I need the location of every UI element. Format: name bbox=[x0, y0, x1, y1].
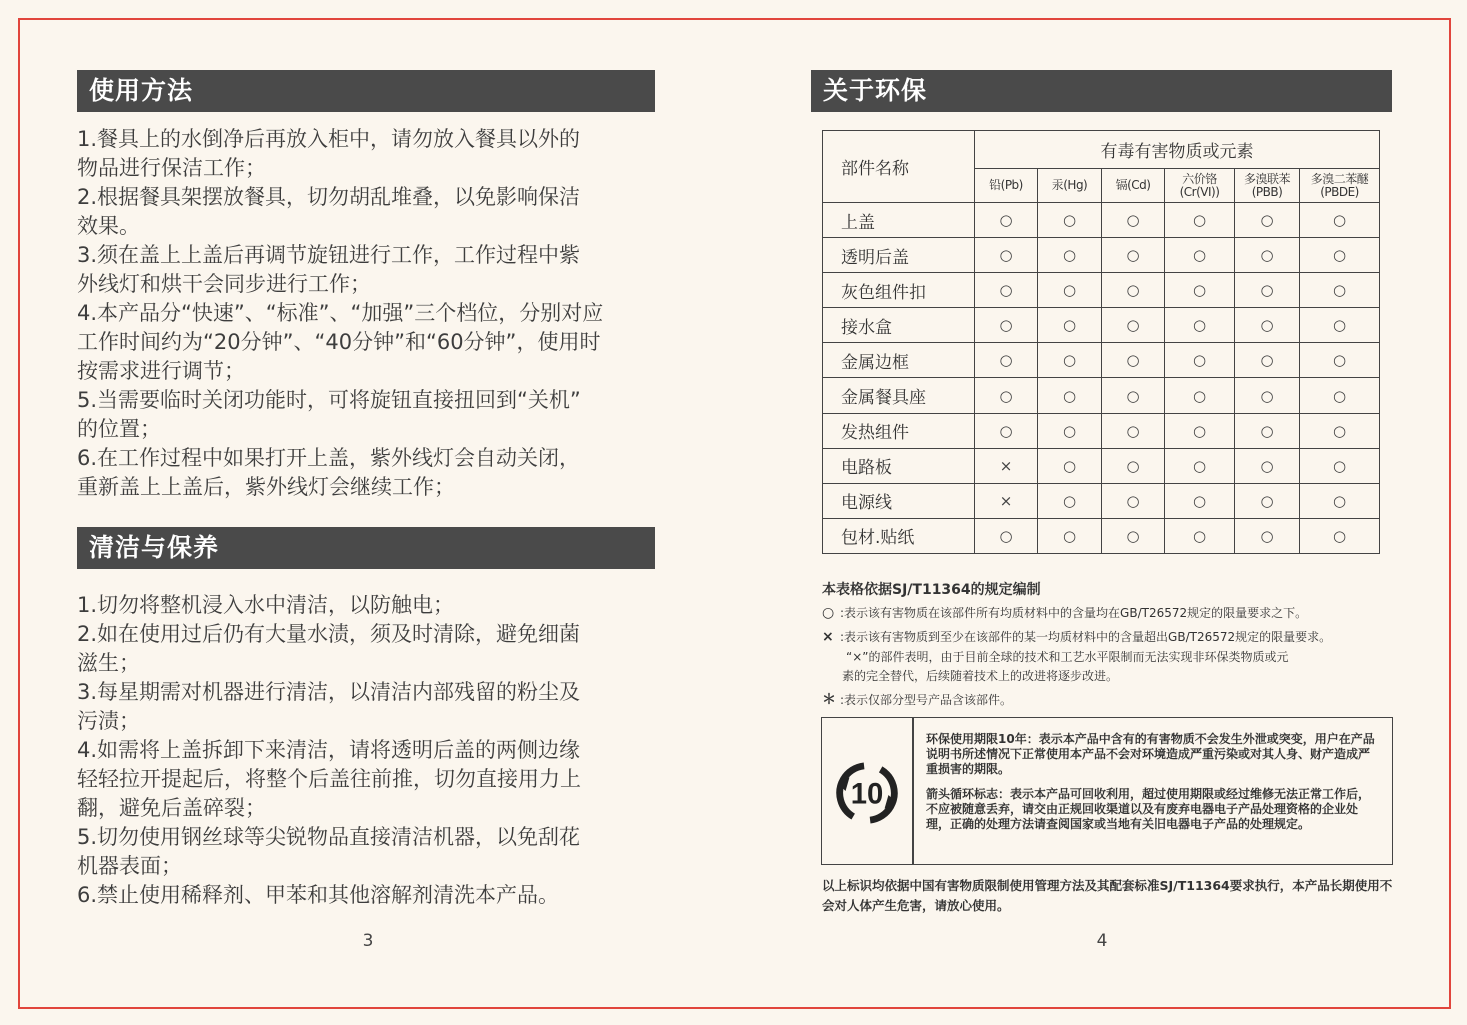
substance-status-cell: ○ bbox=[1038, 343, 1102, 378]
substance-status-cell: ○ bbox=[975, 378, 1038, 413]
table-row bbox=[823, 448, 1380, 483]
substance-status-cell: ○ bbox=[1165, 413, 1235, 448]
text-line: 4.本产品分“快速”、“标准”、“加强”三个档位，分别对应 bbox=[77, 301, 604, 325]
text-line: 5.当需要临时关闭功能时，可将旋钮直接扭回到“关机” bbox=[77, 388, 581, 412]
cross-detail-2: 素的完全替代，后续随着技术上的改进将逐步改进。 bbox=[842, 669, 1119, 683]
eco-period-number: 10 bbox=[850, 778, 884, 811]
page-number-right: 4 bbox=[1096, 931, 1108, 951]
substance-status-cell: ○ bbox=[1235, 413, 1300, 448]
substance-status-cell: ○ bbox=[1300, 448, 1380, 483]
substance-status-cell: ○ bbox=[1102, 203, 1165, 238]
substance-status-cell: ○ bbox=[1102, 343, 1165, 378]
substance-status-cell: ○ bbox=[1300, 203, 1380, 238]
substance-status-cell: ○ bbox=[1165, 483, 1235, 518]
cross-legend bbox=[822, 628, 1394, 646]
part-name-cell: 金属餐具座 bbox=[823, 378, 975, 413]
cross-detail-1: “×”的部件表明，由于目前全球的技术和工艺水平限制而无法实现非环保类物质或元 bbox=[846, 650, 1289, 664]
text-line: 1.切勿将整机浸入水中清洁，以防触电； bbox=[77, 593, 455, 617]
text-line: 的位置； bbox=[77, 417, 161, 441]
substance-name: 多溴联苯 bbox=[1243, 171, 1290, 186]
substance-name: 汞(Hg) bbox=[1051, 178, 1088, 192]
substance-status-cell: ○ bbox=[1300, 308, 1380, 343]
text-line: 6.在工作过程中如果打开上盖，紫外线灯会自动关闭， bbox=[77, 446, 581, 470]
substance-status-cell: ○ bbox=[1165, 273, 1235, 308]
table-row bbox=[823, 483, 1380, 518]
eco-period-10-icon bbox=[828, 754, 906, 832]
substance-status-cell: ○ bbox=[1102, 448, 1165, 483]
substance-status-cell: × bbox=[975, 448, 1038, 483]
substance-status-cell: ○ bbox=[1102, 413, 1165, 448]
cleaning-section-header bbox=[77, 527, 655, 569]
substance-status-cell: ○ bbox=[1038, 378, 1102, 413]
substance-name: 多溴二苯醚 bbox=[1310, 171, 1369, 186]
substance-status-cell: ○ bbox=[975, 518, 1038, 553]
text-line: 2.根据餐具架摆放餐具，切勿胡乱堆叠，以免影响保洁 bbox=[77, 185, 581, 209]
substance-status-cell: ○ bbox=[1165, 308, 1235, 343]
circle-symbol: ○ bbox=[822, 605, 835, 621]
eco-period-description: 环保使用期限10年：表示本产品中含有的有害物质不会发生外泄或突变，用户在产品说明书所述情况下正常使用本产品不会对环境造成严重污染或对其人身、财产造成严重损害的期限。 bbox=[926, 732, 1375, 776]
substance-status-cell: ○ bbox=[975, 238, 1038, 273]
table-row bbox=[823, 413, 1380, 448]
substance-group-header: 有毒有害物质或元素 bbox=[975, 131, 1380, 169]
substance-status-cell: ○ bbox=[1165, 238, 1235, 273]
substance-status-cell: ○ bbox=[1038, 518, 1102, 553]
text-line: 外线灯和烘干会同步进行工作； bbox=[77, 272, 371, 296]
part-name-cell: 包材.贴纸 bbox=[823, 518, 975, 553]
table-basis-note: 本表格依据SJ/T11364的规定编制 bbox=[822, 582, 1041, 598]
part-name-cell: 电源线 bbox=[823, 483, 975, 518]
part-name-cell: 电路板 bbox=[823, 448, 975, 483]
substance-status-cell: ○ bbox=[1300, 238, 1380, 273]
part-name-cell: 上盖 bbox=[823, 203, 975, 238]
text-line: 工作时间约为“20分钟”、“40分钟”和“60分钟”，使用时 bbox=[77, 330, 601, 354]
substance-status-cell: ○ bbox=[1165, 378, 1235, 413]
substance-status-cell: ○ bbox=[1235, 483, 1300, 518]
part-name-cell: 灰色组件扣 bbox=[823, 273, 975, 308]
table-row bbox=[823, 238, 1380, 273]
cross-symbol: × bbox=[822, 629, 834, 645]
substance-status-cell: ○ bbox=[1102, 378, 1165, 413]
substance-name: 镉(Cd) bbox=[1115, 178, 1151, 192]
substance-header bbox=[1165, 169, 1235, 203]
usage-section-header bbox=[77, 70, 655, 112]
substance-status-cell: ○ bbox=[1235, 518, 1300, 553]
substance-status-cell: ○ bbox=[1102, 308, 1165, 343]
table-row bbox=[823, 273, 1380, 308]
substance-header bbox=[975, 169, 1038, 203]
recycle-description: 箭头循环标志：表示本产品可回收利用，超过使用期限或经过维修无法正常工作后，不应被随意丢弃，请交由正规回收渠道以及有废弃电器电子产品处理资格的企业处理，正确的处理方法请查阅国家或当地有关旧电器电子产品的处理规定。 bbox=[926, 787, 1371, 831]
part-name-cell: 透明后盖 bbox=[823, 238, 975, 273]
substance-status-cell: ○ bbox=[1300, 518, 1380, 553]
text-line: 5.切勿使用钢丝球等尖锐物品直接清洁机器，以免刮花 bbox=[77, 825, 581, 849]
substance-name: 六价铬 bbox=[1182, 171, 1217, 186]
substance-symbol: (Cr(VI)) bbox=[1179, 184, 1220, 199]
eco-box-divider bbox=[912, 718, 914, 864]
env-section-title: 关于环保 bbox=[823, 76, 928, 105]
table-row bbox=[823, 343, 1380, 378]
text-line: 3.每星期需对机器进行清洁，以清洁内部残留的粉尘及 bbox=[77, 680, 581, 704]
substance-status-cell: ○ bbox=[1235, 308, 1300, 343]
table-row bbox=[823, 378, 1380, 413]
usage-instructions bbox=[77, 125, 662, 502]
env-section-header bbox=[811, 70, 1392, 112]
table-row bbox=[823, 518, 1380, 553]
star-symbol: ＊ bbox=[822, 692, 836, 708]
substance-status-cell: ○ bbox=[1102, 483, 1165, 518]
substance-status-cell: ○ bbox=[975, 273, 1038, 308]
substance-status-cell: ○ bbox=[975, 203, 1038, 238]
cleaning-section-title: 清洁与保养 bbox=[89, 533, 220, 562]
substance-status-cell: ○ bbox=[975, 343, 1038, 378]
usage-section-title: 使用方法 bbox=[89, 76, 194, 105]
substance-symbol: (PBDE) bbox=[1320, 184, 1359, 199]
circle-legend-text: :表示该有害物质在该部件所有均质材料中的含量均在GB/T26572规定的限量要求之下。 bbox=[840, 606, 1308, 620]
text-line: 物品进行保洁工作； bbox=[77, 156, 266, 180]
substance-status-cell: ○ bbox=[1235, 238, 1300, 273]
text-line: 效果。 bbox=[77, 214, 140, 238]
substance-status-cell: ○ bbox=[1300, 273, 1380, 308]
text-line: 轻轻拉开提起后，将整个后盖往前推，切勿直接用力上 bbox=[77, 767, 581, 791]
substance-status-cell: ○ bbox=[1300, 413, 1380, 448]
substance-status-cell: ○ bbox=[975, 413, 1038, 448]
text-line: 机器表面； bbox=[77, 854, 182, 878]
text-line: 翻，避免后盖碎裂； bbox=[77, 796, 266, 820]
text-line: 2.如在使用过后仍有大量水渍，须及时清除，避免细菌 bbox=[77, 622, 581, 646]
table-row bbox=[823, 203, 1380, 238]
text-line: 按需求进行调节； bbox=[77, 359, 245, 383]
substance-header bbox=[1300, 169, 1380, 203]
star-legend-text: :表示仅部分型号产品含该部件。 bbox=[840, 693, 1013, 707]
substance-status-cell: ○ bbox=[1038, 483, 1102, 518]
table-row bbox=[823, 308, 1380, 343]
substance-symbol: (PBB) bbox=[1251, 184, 1283, 199]
substance-status-cell: ○ bbox=[1038, 203, 1102, 238]
substance-status-cell: × bbox=[975, 483, 1038, 518]
substance-status-cell: ○ bbox=[1235, 273, 1300, 308]
substance-status-cell: ○ bbox=[1235, 203, 1300, 238]
text-line: 滋生； bbox=[77, 651, 140, 675]
substance-name: 铅(Pb) bbox=[989, 178, 1023, 192]
substance-status-cell: ○ bbox=[1038, 273, 1102, 308]
part-name-cell: 发热组件 bbox=[823, 413, 975, 448]
substance-status-cell: ○ bbox=[1300, 378, 1380, 413]
part-name-cell: 金属边框 bbox=[823, 343, 975, 378]
substance-status-cell: ○ bbox=[1038, 413, 1102, 448]
substance-status-cell: ○ bbox=[1165, 343, 1235, 378]
text-line: 重新盖上上盖后，紫外线灯会继续工作； bbox=[77, 475, 455, 499]
page-number-left: 3 bbox=[362, 931, 374, 951]
substance-status-cell: ○ bbox=[1038, 308, 1102, 343]
cross-legend-text: :表示该有害物质到至少在该部件的某一均质材料中的含量超出GB/T26572规定的限量要求。 bbox=[840, 630, 1332, 644]
substance-status-cell: ○ bbox=[1038, 238, 1102, 273]
substance-status-cell: ○ bbox=[1102, 238, 1165, 273]
cleaning-instructions bbox=[77, 591, 662, 910]
text-line: 3.须在盖上上盖后再调节旋钮进行工作，工作过程中紫 bbox=[77, 243, 581, 267]
substance-header bbox=[1235, 169, 1300, 203]
text-line: 4.如需将上盖拆卸下来清洁，请将透明后盖的两侧边缘 bbox=[77, 738, 581, 762]
substance-status-cell: ○ bbox=[1300, 343, 1380, 378]
substance-status-cell: ○ bbox=[1038, 448, 1102, 483]
substance-status-cell: ○ bbox=[1165, 518, 1235, 553]
circle-legend bbox=[822, 604, 1394, 622]
substance-status-cell: ○ bbox=[1165, 203, 1235, 238]
substance-status-cell: ○ bbox=[1102, 518, 1165, 553]
part-name-cell: 接水盒 bbox=[823, 308, 975, 343]
text-line: 污渍； bbox=[77, 709, 140, 733]
substance-status-cell: ○ bbox=[1102, 273, 1165, 308]
substance-status-cell: ○ bbox=[1235, 448, 1300, 483]
substance-header bbox=[1038, 169, 1102, 203]
part-name-header: 部件名称 bbox=[823, 131, 975, 203]
star-legend bbox=[822, 691, 1394, 709]
substance-status-cell: ○ bbox=[975, 308, 1038, 343]
text-line: 6.禁止使用稀释剂、甲苯和其他溶解剂清洗本产品。 bbox=[77, 883, 560, 907]
substance-status-cell: ○ bbox=[1300, 483, 1380, 518]
eco-period-box bbox=[821, 717, 1393, 865]
text-line: 1.餐具上的水倒净后再放入柜中，请勿放入餐具以外的 bbox=[77, 127, 581, 151]
substance-header bbox=[1102, 169, 1165, 203]
substance-status-cell: ○ bbox=[1165, 448, 1235, 483]
hazardous-substances-table bbox=[822, 130, 1380, 554]
substance-status-cell: ○ bbox=[1235, 378, 1300, 413]
substance-status-cell: ○ bbox=[1235, 343, 1300, 378]
compliance-footer: 以上标识均依据中国有害物质限制使用管理方法及其配套标准SJ/T11364要求执行，本产品长期使用不会对人体产生危害，请放心使用。 bbox=[822, 878, 1393, 913]
